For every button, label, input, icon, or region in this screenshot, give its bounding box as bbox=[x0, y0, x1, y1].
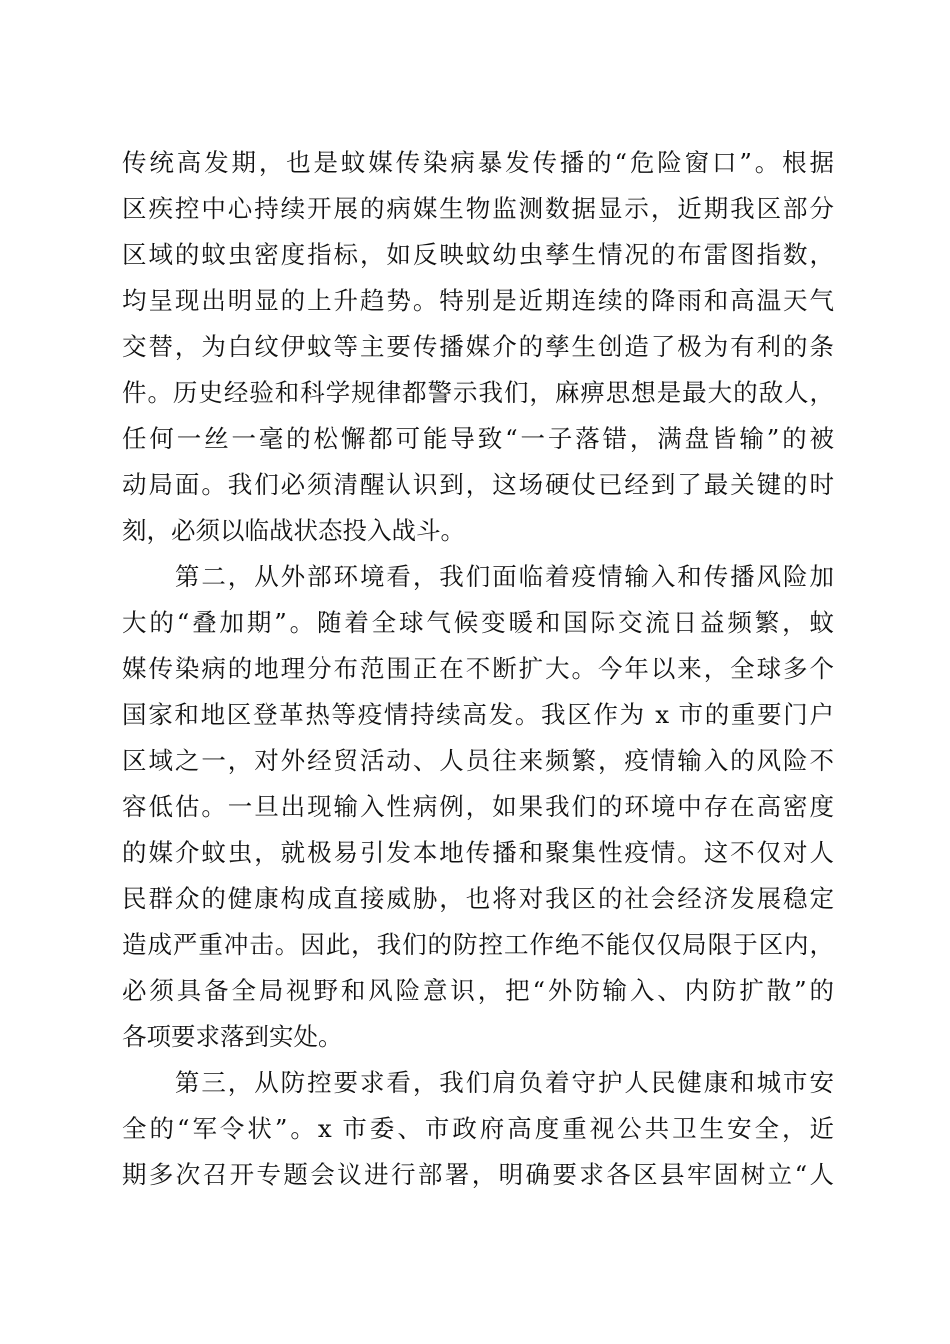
document-body bbox=[122, 140, 834, 1198]
text-line: 区疾控中心持续开展的病媒生物监测数据显示，近期我区部分 bbox=[122, 194, 834, 223]
text-line: 的媒介蚊虫，就极易引发本地传播和聚集性疫情。这不仅对人 bbox=[122, 838, 834, 867]
text-line: 第二，从外部环境看，我们面临着疫情输入和传播风险加 bbox=[122, 562, 834, 591]
text-line: 国家和地区登革热等疫情持续高发。我区作为 x 市的重要门户 bbox=[122, 700, 834, 729]
text-line: 任何一丝一毫的松懈都可能导致“一子落错，满盘皆输”的被 bbox=[122, 424, 834, 453]
text-line: 容低估。一旦出现输入性病例，如果我们的环境中存在高密度 bbox=[122, 792, 834, 821]
text-line: 交替，为白纹伊蚊等主要传播媒介的孳生创造了极为有利的条 bbox=[122, 332, 834, 361]
text-line: 各项要求落到实处。 bbox=[122, 1022, 343, 1051]
text-line: 区域之一，对外经贸活动、人员往来频繁，疫情输入的风险不 bbox=[122, 746, 834, 775]
text-line: 区域的蚊虫密度指标，如反映蚊幼虫孳生情况的布雷图指数， bbox=[122, 240, 834, 269]
text-line: 件。历史经验和科学规律都警示我们，麻痹思想是最大的敌人， bbox=[122, 378, 834, 407]
text-line: 媒传染病的地理分布范围正在不断扩大。今年以来，全球多个 bbox=[122, 654, 834, 683]
text-line: 均呈现出明显的上升趋势。特别是近期连续的降雨和高温天气 bbox=[122, 286, 834, 315]
text-line: 民群众的健康构成直接威胁，也将对我区的社会经济发展稳定 bbox=[122, 884, 834, 913]
paragraph-2 bbox=[122, 554, 834, 1060]
text-line: 期多次召开专题会议进行部署，明确要求各区县牢固树立“人 bbox=[122, 1160, 834, 1189]
paragraph-3 bbox=[122, 1060, 834, 1198]
text-line: 必须具备全局视野和风险意识，把“外防输入、内防扩散”的 bbox=[122, 976, 834, 1005]
text-line: 动局面。我们必须清醒认识到，这场硬仗已经到了最关键的时 bbox=[122, 470, 834, 499]
text-line: 造成严重冲击。因此，我们的防控工作绝不能仅仅局限于区内， bbox=[122, 930, 834, 959]
text-line: 大的“叠加期”。随着全球气候变暖和国际交流日益频繁，蚊 bbox=[122, 608, 834, 637]
text-line: 传统高发期，也是蚊媒传染病暴发传播的“危险窗口”。根据 bbox=[122, 148, 834, 177]
text-line: 第三，从防控要求看，我们肩负着守护人民健康和城市安 bbox=[122, 1068, 834, 1097]
paragraph-1 bbox=[122, 140, 834, 554]
text-line: 全的“军令状”。x 市委、市政府高度重视公共卫生安全，近 bbox=[122, 1114, 834, 1143]
text-line: 刻，必须以临战状态投入战斗。 bbox=[122, 516, 465, 545]
